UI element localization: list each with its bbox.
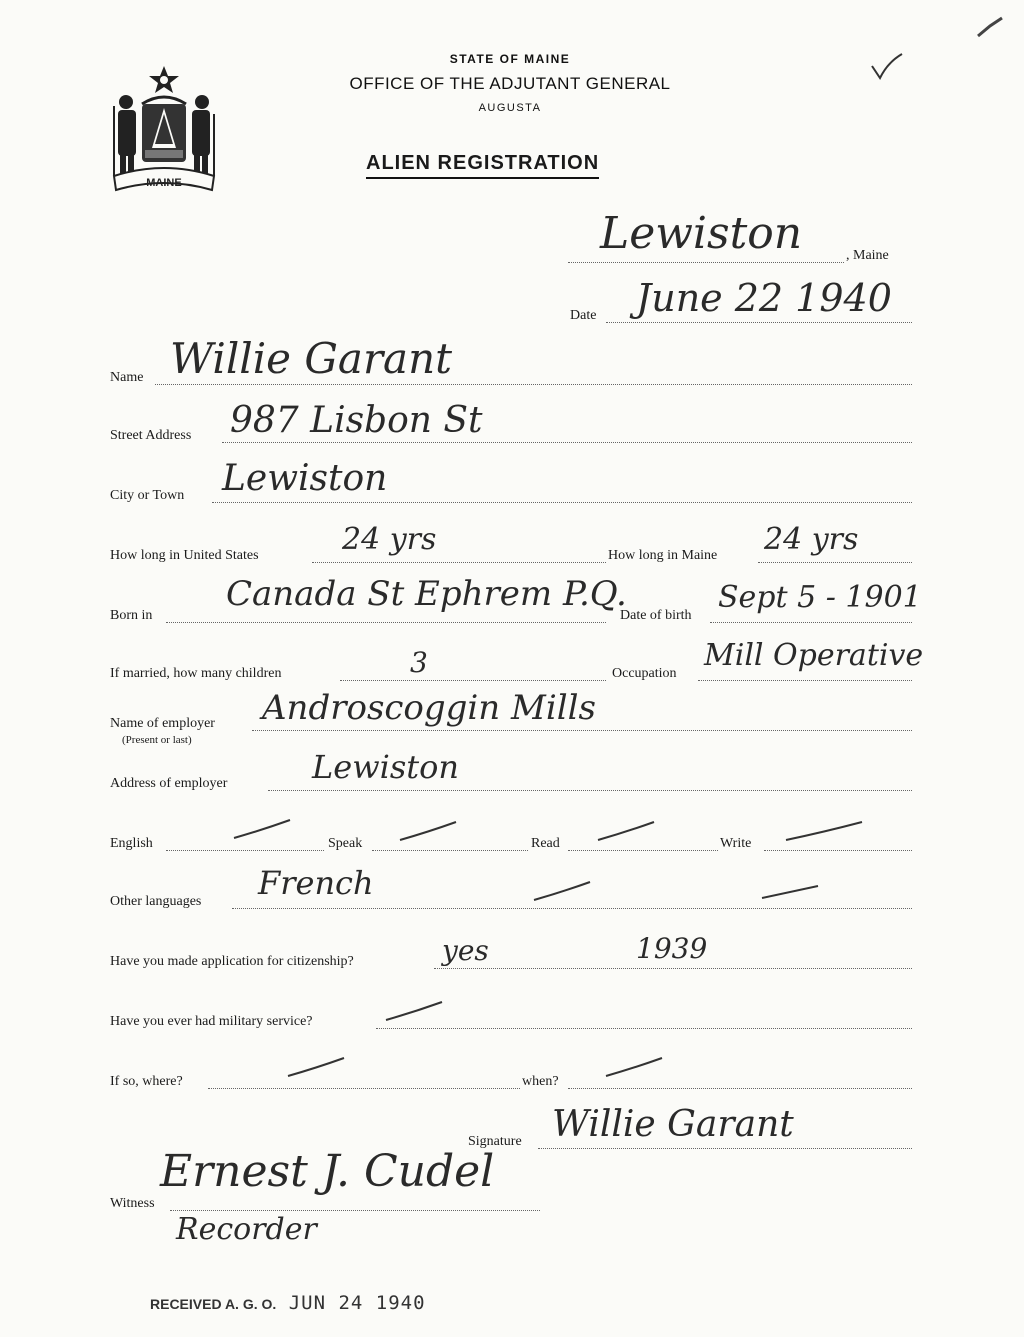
employer-address-label: Address of employer bbox=[110, 776, 228, 791]
employer-line bbox=[252, 730, 912, 731]
dob-line bbox=[710, 622, 912, 623]
born-line bbox=[166, 622, 606, 623]
other-lang-check-icon-2 bbox=[760, 880, 820, 904]
other-languages-line bbox=[232, 908, 912, 909]
occupation-line bbox=[698, 680, 912, 681]
speak-check-icon bbox=[398, 820, 458, 844]
signature-value[interactable]: Willie Garant bbox=[552, 1104, 794, 1145]
english-line bbox=[166, 850, 324, 851]
speak-line bbox=[372, 850, 528, 851]
when-check-icon bbox=[604, 1056, 664, 1080]
citizenship-year[interactable]: 1939 bbox=[636, 932, 708, 965]
when-line bbox=[568, 1088, 912, 1089]
employer-address-value[interactable]: Lewiston bbox=[312, 748, 459, 786]
us-line bbox=[312, 562, 606, 563]
svg-text:MAINE: MAINE bbox=[146, 177, 182, 189]
city-value[interactable]: Lewiston bbox=[222, 458, 388, 499]
name-label: Name bbox=[110, 370, 144, 385]
children-value[interactable]: 3 bbox=[410, 646, 428, 679]
signature-line bbox=[538, 1148, 912, 1149]
english-check-icon bbox=[232, 818, 292, 842]
write-line bbox=[764, 850, 912, 851]
street-label: Street Address bbox=[110, 428, 192, 443]
citizenship-line bbox=[434, 968, 912, 969]
read-line bbox=[568, 850, 718, 851]
other-lang-check-icon-1 bbox=[532, 880, 592, 904]
occupation-value[interactable]: Mill Operative bbox=[704, 638, 924, 673]
city-heading: AUGUSTA bbox=[478, 102, 542, 114]
maine-long-line bbox=[758, 562, 912, 563]
employer-sublabel: (Present or last) bbox=[122, 734, 192, 746]
city-label: City or Town bbox=[110, 488, 185, 503]
employer-address-line bbox=[268, 790, 912, 791]
military-check-icon bbox=[384, 1000, 444, 1024]
witness-label: Witness bbox=[110, 1196, 155, 1211]
corner-check-icon bbox=[976, 16, 1004, 38]
street-line bbox=[222, 442, 912, 443]
office-heading: OFFICE OF THE ADJUTANT GENERAL bbox=[349, 74, 671, 93]
signature-label: Signature bbox=[468, 1134, 522, 1149]
write-label: Write bbox=[720, 836, 752, 851]
maine-long-label: How long in Maine bbox=[608, 548, 718, 563]
other-languages-label: Other languages bbox=[110, 894, 202, 909]
dob-label: Date of birth bbox=[620, 608, 692, 623]
state-heading: STATE OF MAINE bbox=[449, 52, 571, 66]
citizenship-value[interactable]: yes bbox=[442, 934, 489, 967]
maine-long-value[interactable]: 24 yrs bbox=[764, 522, 859, 557]
street-value[interactable]: 987 Lisbon St bbox=[230, 400, 483, 441]
born-value[interactable]: Canada St Ephrem P.Q. bbox=[226, 574, 627, 614]
form-title: ALIEN REGISTRATION bbox=[366, 152, 599, 179]
date-value[interactable]: June 22 1940 bbox=[636, 276, 892, 320]
where-label: If so, where? bbox=[110, 1074, 183, 1089]
born-label: Born in bbox=[110, 608, 153, 623]
witness-value[interactable]: Ernest J. Cudel bbox=[160, 1146, 495, 1197]
received-stamp bbox=[150, 1292, 426, 1314]
occupation-label: Occupation bbox=[612, 666, 677, 681]
city-header-value[interactable]: Lewiston bbox=[600, 208, 803, 259]
date-line bbox=[606, 322, 912, 323]
name-line bbox=[155, 384, 912, 385]
where-line bbox=[208, 1088, 520, 1089]
english-label: English bbox=[110, 836, 153, 851]
children-label: If married, how many children bbox=[110, 666, 282, 681]
check-mark-icon bbox=[868, 52, 904, 82]
children-line bbox=[340, 680, 606, 681]
name-value[interactable]: Willie Garant bbox=[170, 334, 453, 383]
military-line bbox=[376, 1028, 912, 1029]
us-label: How long in United States bbox=[110, 548, 259, 563]
dob-value[interactable]: Sept 5 - 1901 bbox=[718, 580, 922, 615]
city-line bbox=[212, 502, 912, 503]
write-check-icon bbox=[784, 820, 864, 844]
where-check-icon bbox=[286, 1056, 346, 1080]
speak-label: Speak bbox=[328, 836, 363, 851]
state-seal-icon bbox=[108, 64, 220, 196]
date-label: Date bbox=[570, 308, 597, 323]
other-languages-value[interactable]: French bbox=[258, 864, 374, 902]
witness-line bbox=[170, 1210, 540, 1211]
maine-label: , Maine bbox=[846, 248, 889, 263]
employer-label: Name of employer bbox=[110, 716, 215, 731]
military-label: Have you ever had military service? bbox=[110, 1014, 313, 1029]
read-label: Read bbox=[531, 836, 560, 851]
received-stamp-date: JUN 24 1940 bbox=[288, 1292, 426, 1314]
witness-title[interactable]: Recorder bbox=[176, 1212, 317, 1247]
received-stamp-label: RECEIVED A. G. O. bbox=[150, 1296, 277, 1312]
when-label: when? bbox=[522, 1074, 559, 1089]
city-header-line bbox=[568, 262, 844, 263]
citizenship-label: Have you made application for citizenship? bbox=[110, 954, 354, 969]
employer-value[interactable]: Androscoggin Mills bbox=[262, 688, 596, 728]
us-value[interactable]: 24 yrs bbox=[342, 522, 437, 557]
read-check-icon bbox=[596, 820, 656, 844]
